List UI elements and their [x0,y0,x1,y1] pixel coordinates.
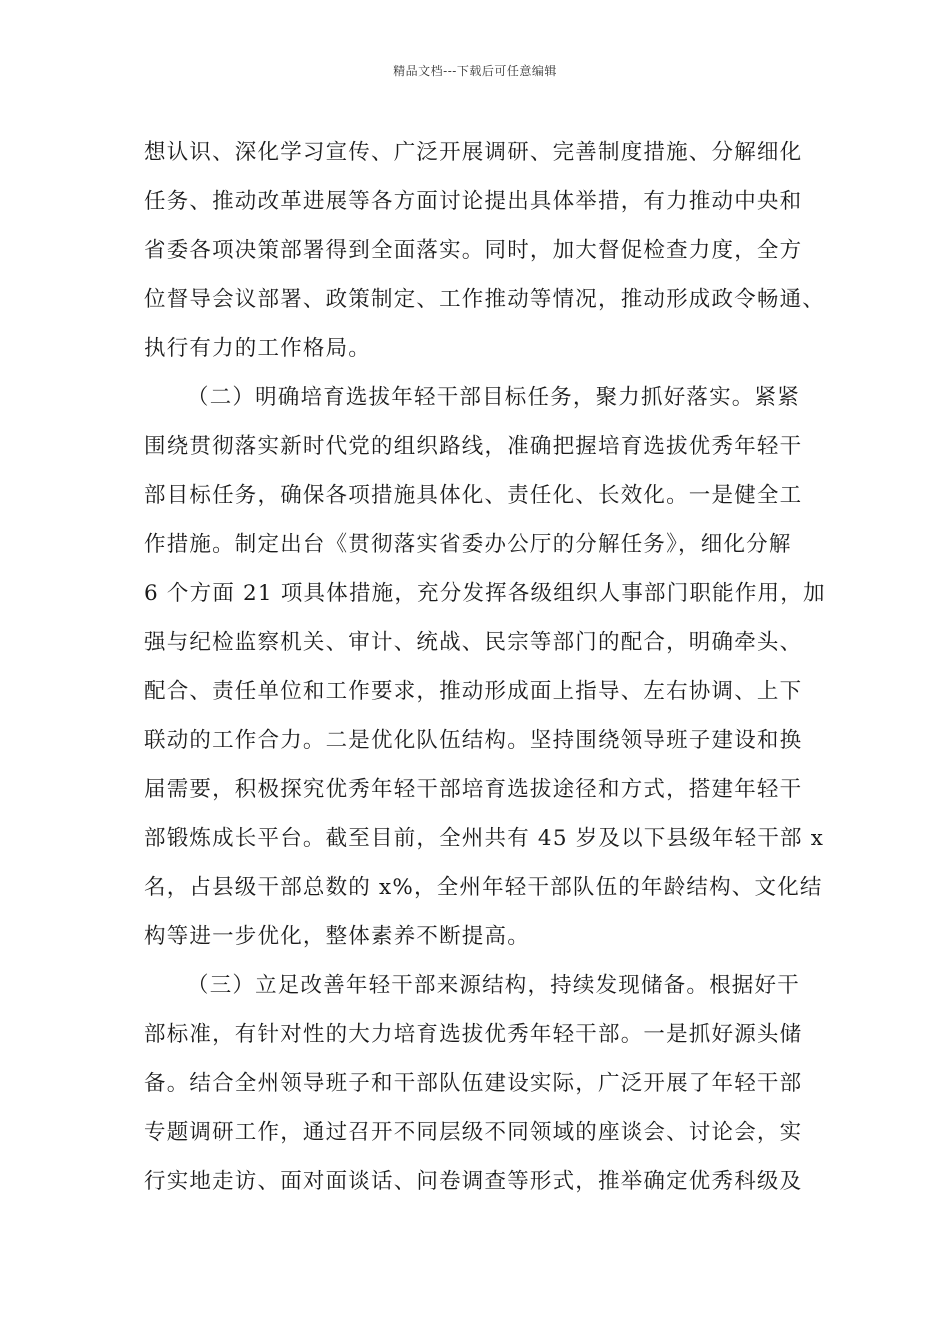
paragraph-first-line: （二）明确培育选拔年轻干部目标任务，聚力抓好落实。紧紧 [187,385,800,410]
text-line: 强与纪检监察机关、审计、统战、民宗等部门的配合，明确牵头、 [144,630,803,655]
text-line: 部锻炼成长平台。截至目前，全州共有 45 岁及以下县级年轻干部 x [144,826,825,851]
text-line: 专题调研工作，通过召开不同层级不同领域的座谈会、讨论会，实 [144,1120,803,1145]
text-line: 部目标任务，确保各项措施具体化、责任化、长效化。一是健全工 [144,483,803,508]
document-body [144,128,824,1206]
page-header: 精品文档---下载后可任意编辑 [393,64,557,78]
text-line: 位督导会议部署、政策制定、工作推动等情况，推动形成政令畅通、 [144,287,826,312]
text-line: 6 个方面 21 项具体措施，充分发挥各级组织人事部门职能作用，加 [144,581,826,606]
text-line: 部标准，有针对性的大力培育选拔优秀年轻干部。一是抓好源头储 [144,1022,803,1047]
text-line: 备。结合全州领导班子和干部队伍建设实际，广泛开展了年轻干部 [144,1071,803,1096]
text-line: 届需要，积极探究优秀年轻干部培育选拔途径和方式，搭建年轻干 [144,777,803,802]
text-line: 任务、推动改革进展等各方面讨论提出具体举措，有力推动中央和 [144,189,803,214]
text-line: 构等进一步优化，整体素养不断提高。 [144,924,530,949]
text-line: 执行有力的工作格局。 [144,336,372,361]
text-line: 名，占县级干部总数的 x%，全州年轻干部队伍的年龄结构、文化结 [144,875,823,900]
text-line: 省委各项决策部署得到全面落实。同时，加大督促检查力度，全方 [144,238,803,263]
paragraph-first-line: （三）立足改善年轻干部来源结构，持续发现储备。根据好干 [187,973,800,998]
text-line: 行实地走访、面对面谈话、问卷调查等形式，推举确定优秀科级及 [144,1169,803,1194]
text-line: 想认识、深化学习宣传、广泛开展调研、完善制度措施、分解细化 [144,140,803,165]
text-line: 围绕贯彻落实新时代党的组织路线，准确把握培育选拔优秀年轻干 [144,434,803,459]
text-line: 作措施。制定出台《贯彻落实省委办公厅的分解任务》，细化分解 [144,532,792,557]
text-line: 联动的工作合力。二是优化队伍结构。坚持围绕领导班子建设和换 [144,728,803,753]
text-line: 配合、责任单位和工作要求，推动形成面上指导、左右协调、上下 [144,679,803,704]
